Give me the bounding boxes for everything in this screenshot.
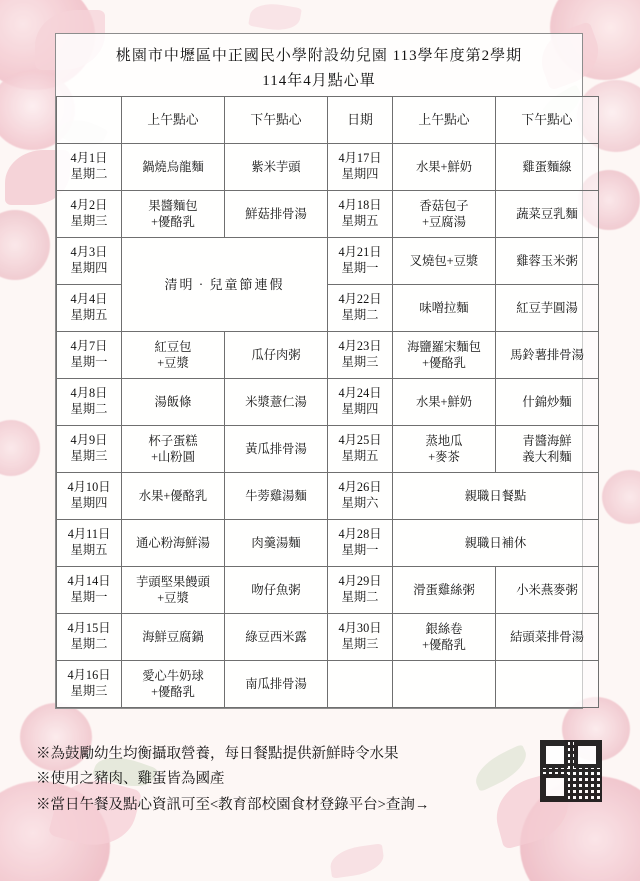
date-weekday: 星期一 bbox=[70, 590, 108, 604]
date-weekday: 星期三 bbox=[70, 684, 108, 698]
table-row bbox=[57, 520, 599, 567]
date-day: 4月14日 bbox=[67, 574, 111, 589]
date-cell-right bbox=[328, 567, 393, 614]
header-right-am: 上午點心 bbox=[393, 97, 496, 144]
date-cell-right bbox=[328, 191, 393, 238]
am-snack-left: 芋頭堅果饅頭 +豆漿 bbox=[122, 567, 225, 614]
am-snack-right: 味噌拉麵 bbox=[393, 285, 496, 332]
date-day: 4月25日 bbox=[338, 433, 382, 448]
date-day: 4月10日 bbox=[67, 480, 111, 495]
date-day: 4月8日 bbox=[70, 386, 108, 401]
date-cell-right bbox=[328, 473, 393, 520]
petal-icon bbox=[248, 0, 302, 34]
pm-snack-right: 雞蛋麵線 bbox=[496, 144, 599, 191]
date-day: 4月3日 bbox=[70, 245, 108, 260]
am-snack-left: 愛心牛奶球 +優酪乳 bbox=[122, 661, 225, 708]
header-left-pm: 下午點心 bbox=[225, 97, 328, 144]
am-snack-left: 湯飯條 bbox=[122, 379, 225, 426]
table-row bbox=[57, 661, 599, 708]
date-weekday: 星期四 bbox=[341, 402, 379, 416]
special-cell-right: 親職日餐點 bbox=[393, 473, 599, 520]
am-snack-right bbox=[393, 661, 496, 708]
date-weekday: 星期四 bbox=[341, 167, 379, 181]
blossom-icon bbox=[0, 210, 50, 280]
date-cell-left bbox=[57, 426, 122, 473]
pm-snack-left: 黃瓜排骨湯 bbox=[225, 426, 328, 473]
pm-snack-left: 鮮菇排骨湯 bbox=[225, 191, 328, 238]
date-cell-right bbox=[328, 332, 393, 379]
pm-snack-right: 蔬菜豆乳麵 bbox=[496, 191, 599, 238]
table-row bbox=[57, 614, 599, 661]
am-snack-right: 蒸地瓜 +麥茶 bbox=[393, 426, 496, 473]
date-day: 4月4日 bbox=[70, 292, 108, 307]
date-day: 4月21日 bbox=[338, 245, 382, 260]
special-cell-right: 親職日補休 bbox=[393, 520, 599, 567]
date-weekday: 星期二 bbox=[341, 590, 379, 604]
date-day: 4月17日 bbox=[338, 151, 382, 166]
am-snack-left: 通心粉海鮮湯 bbox=[122, 520, 225, 567]
date-day: 4月28日 bbox=[338, 527, 382, 542]
am-snack-left: 鍋燒烏龍麵 bbox=[122, 144, 225, 191]
date-weekday: 星期三 bbox=[341, 637, 379, 651]
date-weekday: 星期二 bbox=[70, 167, 108, 181]
date-day: 4月22日 bbox=[338, 292, 382, 307]
date-weekday: 星期二 bbox=[70, 637, 108, 651]
date-weekday: 星期五 bbox=[341, 449, 379, 463]
menu-table bbox=[56, 96, 599, 708]
date-cell-left bbox=[57, 379, 122, 426]
date-cell-left bbox=[57, 520, 122, 567]
table-row bbox=[57, 473, 599, 520]
date-weekday: 星期五 bbox=[70, 308, 108, 322]
pm-snack-left: 米漿薏仁湯 bbox=[225, 379, 328, 426]
pm-snack-right: 青醬海鮮 義大利麵 bbox=[496, 426, 599, 473]
date-day: 4月26日 bbox=[338, 480, 382, 495]
table-row bbox=[57, 144, 599, 191]
table-row bbox=[57, 379, 599, 426]
am-snack-right: 銀絲卷 +優酪乳 bbox=[393, 614, 496, 661]
date-weekday: 星期五 bbox=[341, 214, 379, 228]
table-row bbox=[57, 238, 599, 285]
date-day: 4月7日 bbox=[70, 339, 108, 354]
date-weekday: 星期三 bbox=[70, 214, 108, 228]
date-weekday: 星期二 bbox=[70, 402, 108, 416]
date-cell-left bbox=[57, 661, 122, 708]
am-snack-right: 香菇包子 +豆腐湯 bbox=[393, 191, 496, 238]
table-header-row bbox=[57, 97, 599, 144]
date-cell-left bbox=[57, 191, 122, 238]
am-snack-right: 水果+鮮奶 bbox=[393, 144, 496, 191]
petal-icon bbox=[328, 843, 385, 878]
pm-snack-left: 紫米芋頭 bbox=[225, 144, 328, 191]
pm-snack-right: 馬鈴薯排骨湯 bbox=[496, 332, 599, 379]
blossom-icon bbox=[602, 470, 640, 524]
date-cell-right bbox=[328, 379, 393, 426]
date-day: 4月2日 bbox=[70, 198, 108, 213]
pm-snack-left: 牛蒡雞湯麵 bbox=[225, 473, 328, 520]
pm-snack-right bbox=[496, 661, 599, 708]
date-cell-left bbox=[57, 473, 122, 520]
date-cell-left bbox=[57, 144, 122, 191]
date-cell-right bbox=[328, 426, 393, 473]
date-cell-left bbox=[57, 285, 122, 332]
table-row bbox=[57, 332, 599, 379]
pm-snack-left: 瓜仔肉粥 bbox=[225, 332, 328, 379]
date-cell-right bbox=[328, 285, 393, 332]
date-cell-right bbox=[328, 614, 393, 661]
date-weekday: 星期二 bbox=[341, 308, 379, 322]
am-snack-right: 海鹽羅宋麵包 +優酪乳 bbox=[393, 332, 496, 379]
date-cell-left bbox=[57, 332, 122, 379]
notes-block bbox=[36, 742, 556, 818]
pm-snack-left: 南瓜排骨湯 bbox=[225, 661, 328, 708]
date-day: 4月9日 bbox=[70, 433, 108, 448]
am-snack-right: 叉燒包+豆漿 bbox=[393, 238, 496, 285]
date-cell-right bbox=[328, 144, 393, 191]
date-cell-left bbox=[57, 238, 122, 285]
menu-sheet bbox=[55, 33, 583, 709]
date-cell-left bbox=[57, 567, 122, 614]
pm-snack-right: 雞蓉玉米粥 bbox=[496, 238, 599, 285]
pm-snack-left: 吻仔魚粥 bbox=[225, 567, 328, 614]
am-snack-left: 水果+優酪乳 bbox=[122, 473, 225, 520]
date-day: 4月15日 bbox=[67, 621, 111, 636]
date-weekday: 星期六 bbox=[341, 496, 379, 510]
pm-snack-right: 什錦炒麵 bbox=[496, 379, 599, 426]
title-block bbox=[56, 34, 582, 96]
note-line: ※當日午餐及點心資訊可至<教育部校園食材登錄平台>查詢→ bbox=[36, 796, 430, 813]
am-snack-right: 滑蛋雞絲粥 bbox=[393, 567, 496, 614]
am-snack-left: 海鮮豆腐鍋 bbox=[122, 614, 225, 661]
date-day: 4月16日 bbox=[67, 668, 111, 683]
date-weekday: 星期四 bbox=[70, 261, 108, 275]
header-right-pm: 下午點心 bbox=[496, 97, 599, 144]
date-day: 4月24日 bbox=[338, 386, 382, 401]
date-weekday: 星期一 bbox=[70, 355, 108, 369]
date-day: 4月30日 bbox=[338, 621, 382, 636]
date-day: 4月23日 bbox=[338, 339, 382, 354]
page-title: 桃園市中壢區中正國民小學附設幼兒園 113學年度第2學期 bbox=[115, 48, 523, 64]
note-line: ※為鼓勵幼生均衡攝取營養，每日餐點提供新鮮時令水果 bbox=[36, 746, 399, 762]
header-left-am: 上午點心 bbox=[122, 97, 225, 144]
holiday-cell: 清明‧兒童節連假 bbox=[122, 238, 328, 332]
pm-snack-left: 肉羹湯麵 bbox=[225, 520, 328, 567]
page-subtitle: 114年4月點心單 bbox=[262, 73, 376, 89]
pm-snack-left: 綠豆西米露 bbox=[225, 614, 328, 661]
table-row bbox=[57, 567, 599, 614]
date-weekday: 星期五 bbox=[70, 543, 108, 557]
am-snack-left: 果醬麵包 +優酪乳 bbox=[122, 191, 225, 238]
header-left-date bbox=[57, 97, 122, 144]
pm-snack-right: 紅豆芋圓湯 bbox=[496, 285, 599, 332]
am-snack-left: 紅豆包 +豆漿 bbox=[122, 332, 225, 379]
date-weekday: 星期四 bbox=[70, 496, 108, 510]
date-day: 4月1日 bbox=[70, 151, 108, 166]
blossom-icon bbox=[0, 420, 40, 476]
date-day: 4月18日 bbox=[338, 198, 382, 213]
date-cell-left bbox=[57, 614, 122, 661]
date-weekday: 星期三 bbox=[341, 355, 379, 369]
date-cell-right bbox=[328, 661, 393, 708]
date-day: 4月29日 bbox=[338, 574, 382, 589]
date-cell-right bbox=[328, 520, 393, 567]
pm-snack-right: 結頭菜排骨湯 bbox=[496, 614, 599, 661]
note-line: ※使用之豬肉、雞蛋皆為國產 bbox=[36, 771, 225, 788]
date-weekday: 星期一 bbox=[341, 261, 379, 275]
am-snack-right: 水果+鮮奶 bbox=[393, 379, 496, 426]
table-row bbox=[57, 426, 599, 473]
table-row bbox=[57, 191, 599, 238]
date-day: 4月11日 bbox=[67, 527, 111, 542]
table-body bbox=[57, 144, 599, 708]
pm-snack-right: 小米燕麥粥 bbox=[496, 567, 599, 614]
header-right-date: 日期 bbox=[328, 97, 393, 144]
date-weekday: 星期一 bbox=[341, 543, 379, 557]
date-weekday: 星期三 bbox=[70, 449, 108, 463]
qr-code[interactable] bbox=[540, 740, 602, 802]
date-cell-right bbox=[328, 238, 393, 285]
am-snack-left: 杯子蛋糕 +山粉圓 bbox=[122, 426, 225, 473]
